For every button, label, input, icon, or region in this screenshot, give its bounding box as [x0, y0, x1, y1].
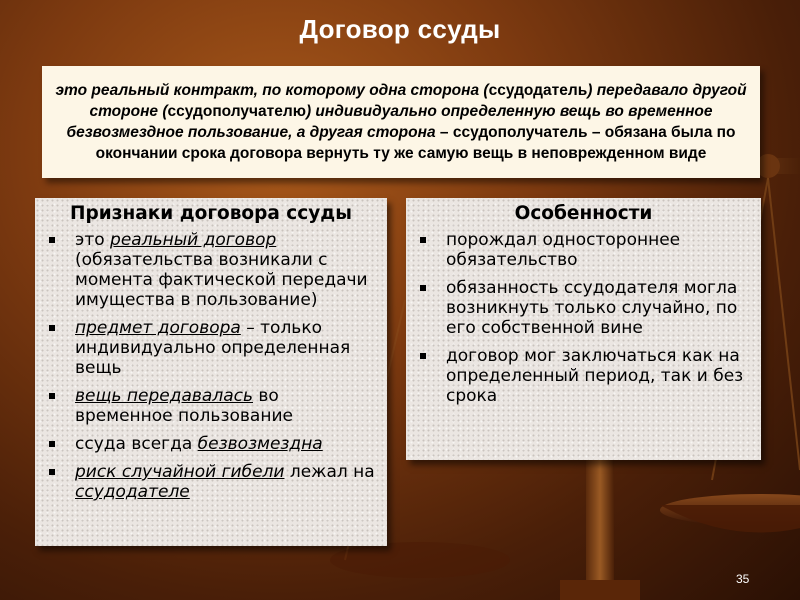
signs-panel	[35, 198, 387, 546]
definition-part: это реальный контракт, по которому одна сторона (	[55, 82, 489, 99]
features-panel	[406, 198, 761, 460]
list-item: вещь передавалась во временное пользование	[45, 386, 377, 426]
definition-term-lender: ссудодатель	[488, 82, 588, 99]
emphasis-term: предмет договора	[75, 318, 241, 338]
emphasis-term: вещь передавалась	[75, 386, 253, 406]
features-list	[416, 230, 751, 406]
definition-part: – ссудополучатель – обязана была по окончании срока договора вернуть ту же самую вещь в неповрежденном виде	[95, 124, 736, 162]
bullet-icon	[420, 237, 426, 243]
emphasis-term: реальный договор	[110, 230, 277, 250]
features-heading: Особенности	[514, 203, 653, 224]
definition-part: ) индивидуально определенную вещь во временное безвозмездное пользование, а другая сторона	[66, 103, 713, 141]
slide-title: Договор ссуды	[299, 14, 501, 44]
bullet-icon	[49, 237, 55, 243]
list-item: риск случайной гибели лежал на ссудодателе	[45, 462, 377, 502]
page-number: 35	[736, 572, 750, 586]
bullet-icon	[49, 469, 55, 475]
list-item: это реальный договор (обязательства возникали с момента фактической передачи имущества в пользование)	[45, 230, 377, 310]
bullet-icon	[49, 393, 55, 399]
definition-term-borrower: ссудополучателю	[167, 103, 306, 120]
list-item: обязанность ссудодателя могла возникнуть только случайно, по его собственной вине	[416, 278, 751, 338]
bullet-icon	[420, 285, 426, 291]
emphasis-term: безвозмездна	[197, 434, 323, 454]
signs-heading: Признаки договора ссуды	[70, 203, 352, 224]
definition-box	[42, 66, 760, 178]
list-item: порождал одностороннее обязательство	[416, 230, 751, 270]
list-item: предмет договора – только индивидуально определенная вещь	[45, 318, 377, 378]
signs-list	[45, 230, 377, 502]
bullet-icon	[49, 441, 55, 447]
definition-part: ) передавало другой стороне (	[89, 82, 747, 120]
emphasis-term: риск случайной гибели	[75, 462, 285, 482]
bullet-icon	[49, 325, 55, 331]
list-item: договор мог заключаться как на определенный период, так и без срока	[416, 346, 751, 406]
list-item: ссуда всегда безвозмездна	[45, 434, 377, 454]
definition-text	[54, 80, 748, 164]
bullet-icon	[420, 353, 426, 359]
emphasis-term: ссудодателе	[75, 482, 190, 502]
